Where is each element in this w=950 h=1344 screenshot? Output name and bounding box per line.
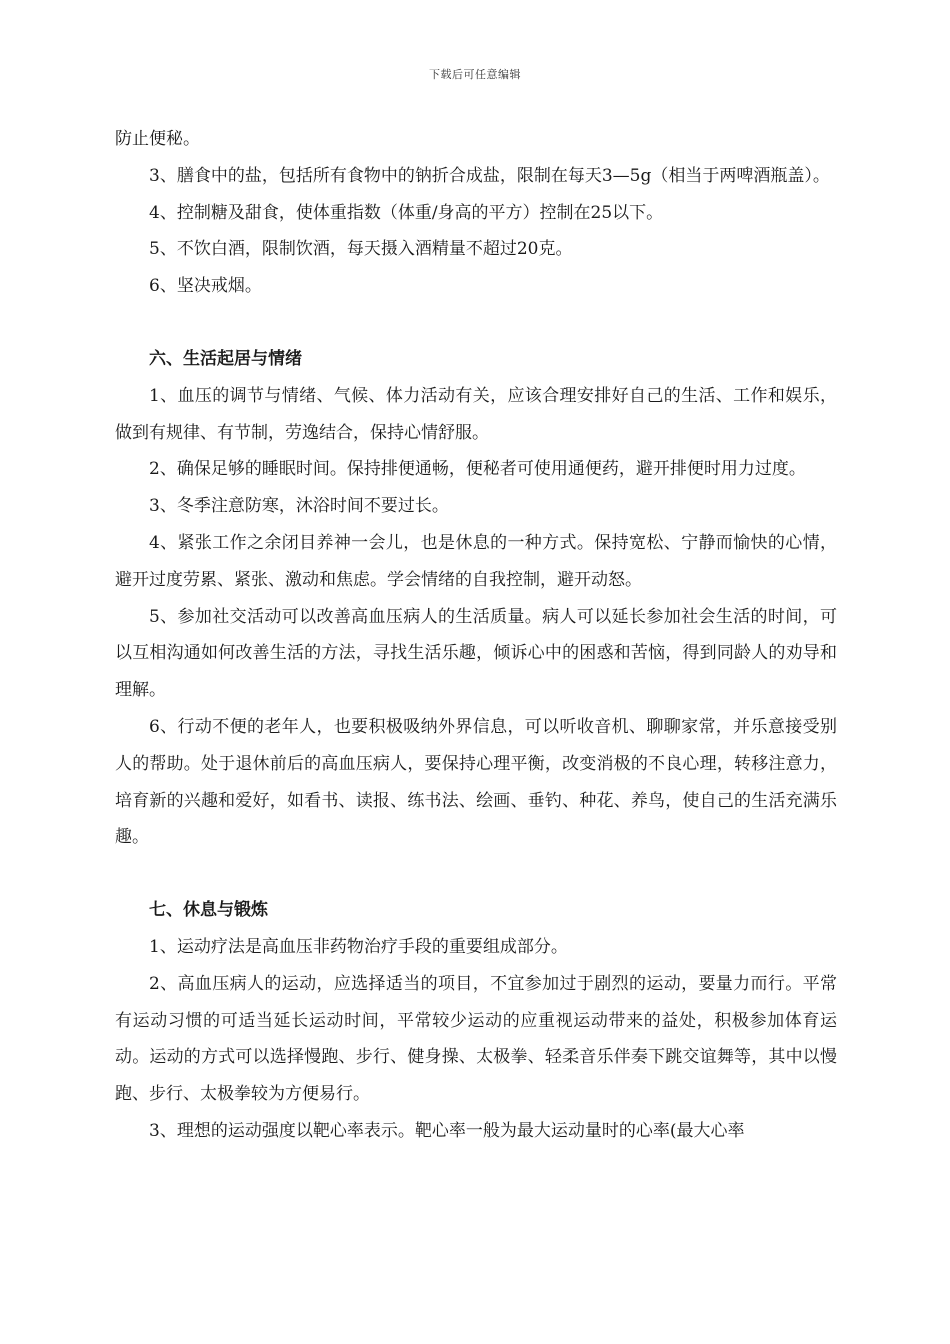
header-note: 下载后可任意编辑: [429, 68, 521, 81]
paragraph-sugar: 4、控制糖及甜食，使体重指数（体重/身高的平方）控制在25以下。: [149, 202, 664, 223]
paragraph-lifestyle-6: 6、行动不便的老年人，也要积极吸纳外界信息，可以听收音机、聊聊家常，并乐意接受别人的帮助。处于退休前后的高血压病人，要保持心理平衡，改变消极的不良心理，转移注意力，培育新的兴趣和爱好，如看书、读报、练书法、绘画、垂钓、种花、养鸟，使自己的生活充满乐趣。: [115, 716, 837, 848]
paragraph-lifestyle-2: 2、确保足够的睡眠时间。保持排便通畅，便秘者可使用通便药，避开排便时用力过度。: [149, 459, 806, 480]
paragraph-salt: 3、膳食中的盐，包括所有食物中的钠折合成盐，限制在每天3—5g（相当于两啤酒瓶盖）。: [149, 165, 830, 186]
paragraph-exercise-3: 3、理想的运动强度以靶心率表示。靶心率一般为最大运动量时的心率(最大心率: [149, 1120, 745, 1141]
paragraph-lifestyle-5: 5、参加社交活动可以改善高血压病人的生活质量。病人可以延长参加社会生活的时间，可以互相沟通如何改善生活的方法，寻找生活乐趣，倾诉心中的困惑和苦恼，得到同龄人的劝导和理解。: [115, 606, 837, 701]
paragraph-exercise-2: 2、高血压病人的运动，应选择适当的项目，不宜参加过于剧烈的运动，要量力而行。平常有运动习惯的可适当延长运动时间，平常较少运动的应重视运动带来的益处，积极参加体育运动。运动的方式可以选择慢跑、步行、健身操、太极拳、轻柔音乐伴奏下跳交谊舞等，其中以慢跑、步行、太极拳较为方便易行。: [115, 973, 837, 1105]
paragraph-smoking: 6、坚决戒烟。: [149, 276, 262, 297]
paragraph-continuation: 防止便秘。: [115, 129, 200, 149]
paragraph-lifestyle-4: 4、紧张工作之余闭目养神一会儿，也是休息的一种方式。保持宽松、宁静而愉快的心情，避开过度劳累、紧张、激动和焦虑。学会情绪的自我控制，避开动怒。: [115, 532, 837, 590]
paragraph-alcohol: 5、不饮白酒，限制饮酒，每天摄入酒精量不超过20克。: [149, 239, 573, 260]
paragraph-lifestyle-3: 3、冬季注意防寒，沐浴时间不要过长。: [149, 496, 449, 517]
section-heading-exercise: 七、休息与锻炼: [149, 900, 268, 921]
section-heading-lifestyle: 六、生活起居与情绪: [149, 348, 302, 369]
paragraph-lifestyle-1: 1、血压的调节与情绪、气候、体力活动有关，应该合理安排好自己的生活、工作和娱乐，做到有规律、有节制，劳逸结合，保持心情舒服。: [115, 385, 837, 443]
paragraph-exercise-1: 1、运动疗法是高血压非药物治疗手段的重要组成部分。: [149, 936, 568, 957]
document-body: [115, 121, 837, 1150]
